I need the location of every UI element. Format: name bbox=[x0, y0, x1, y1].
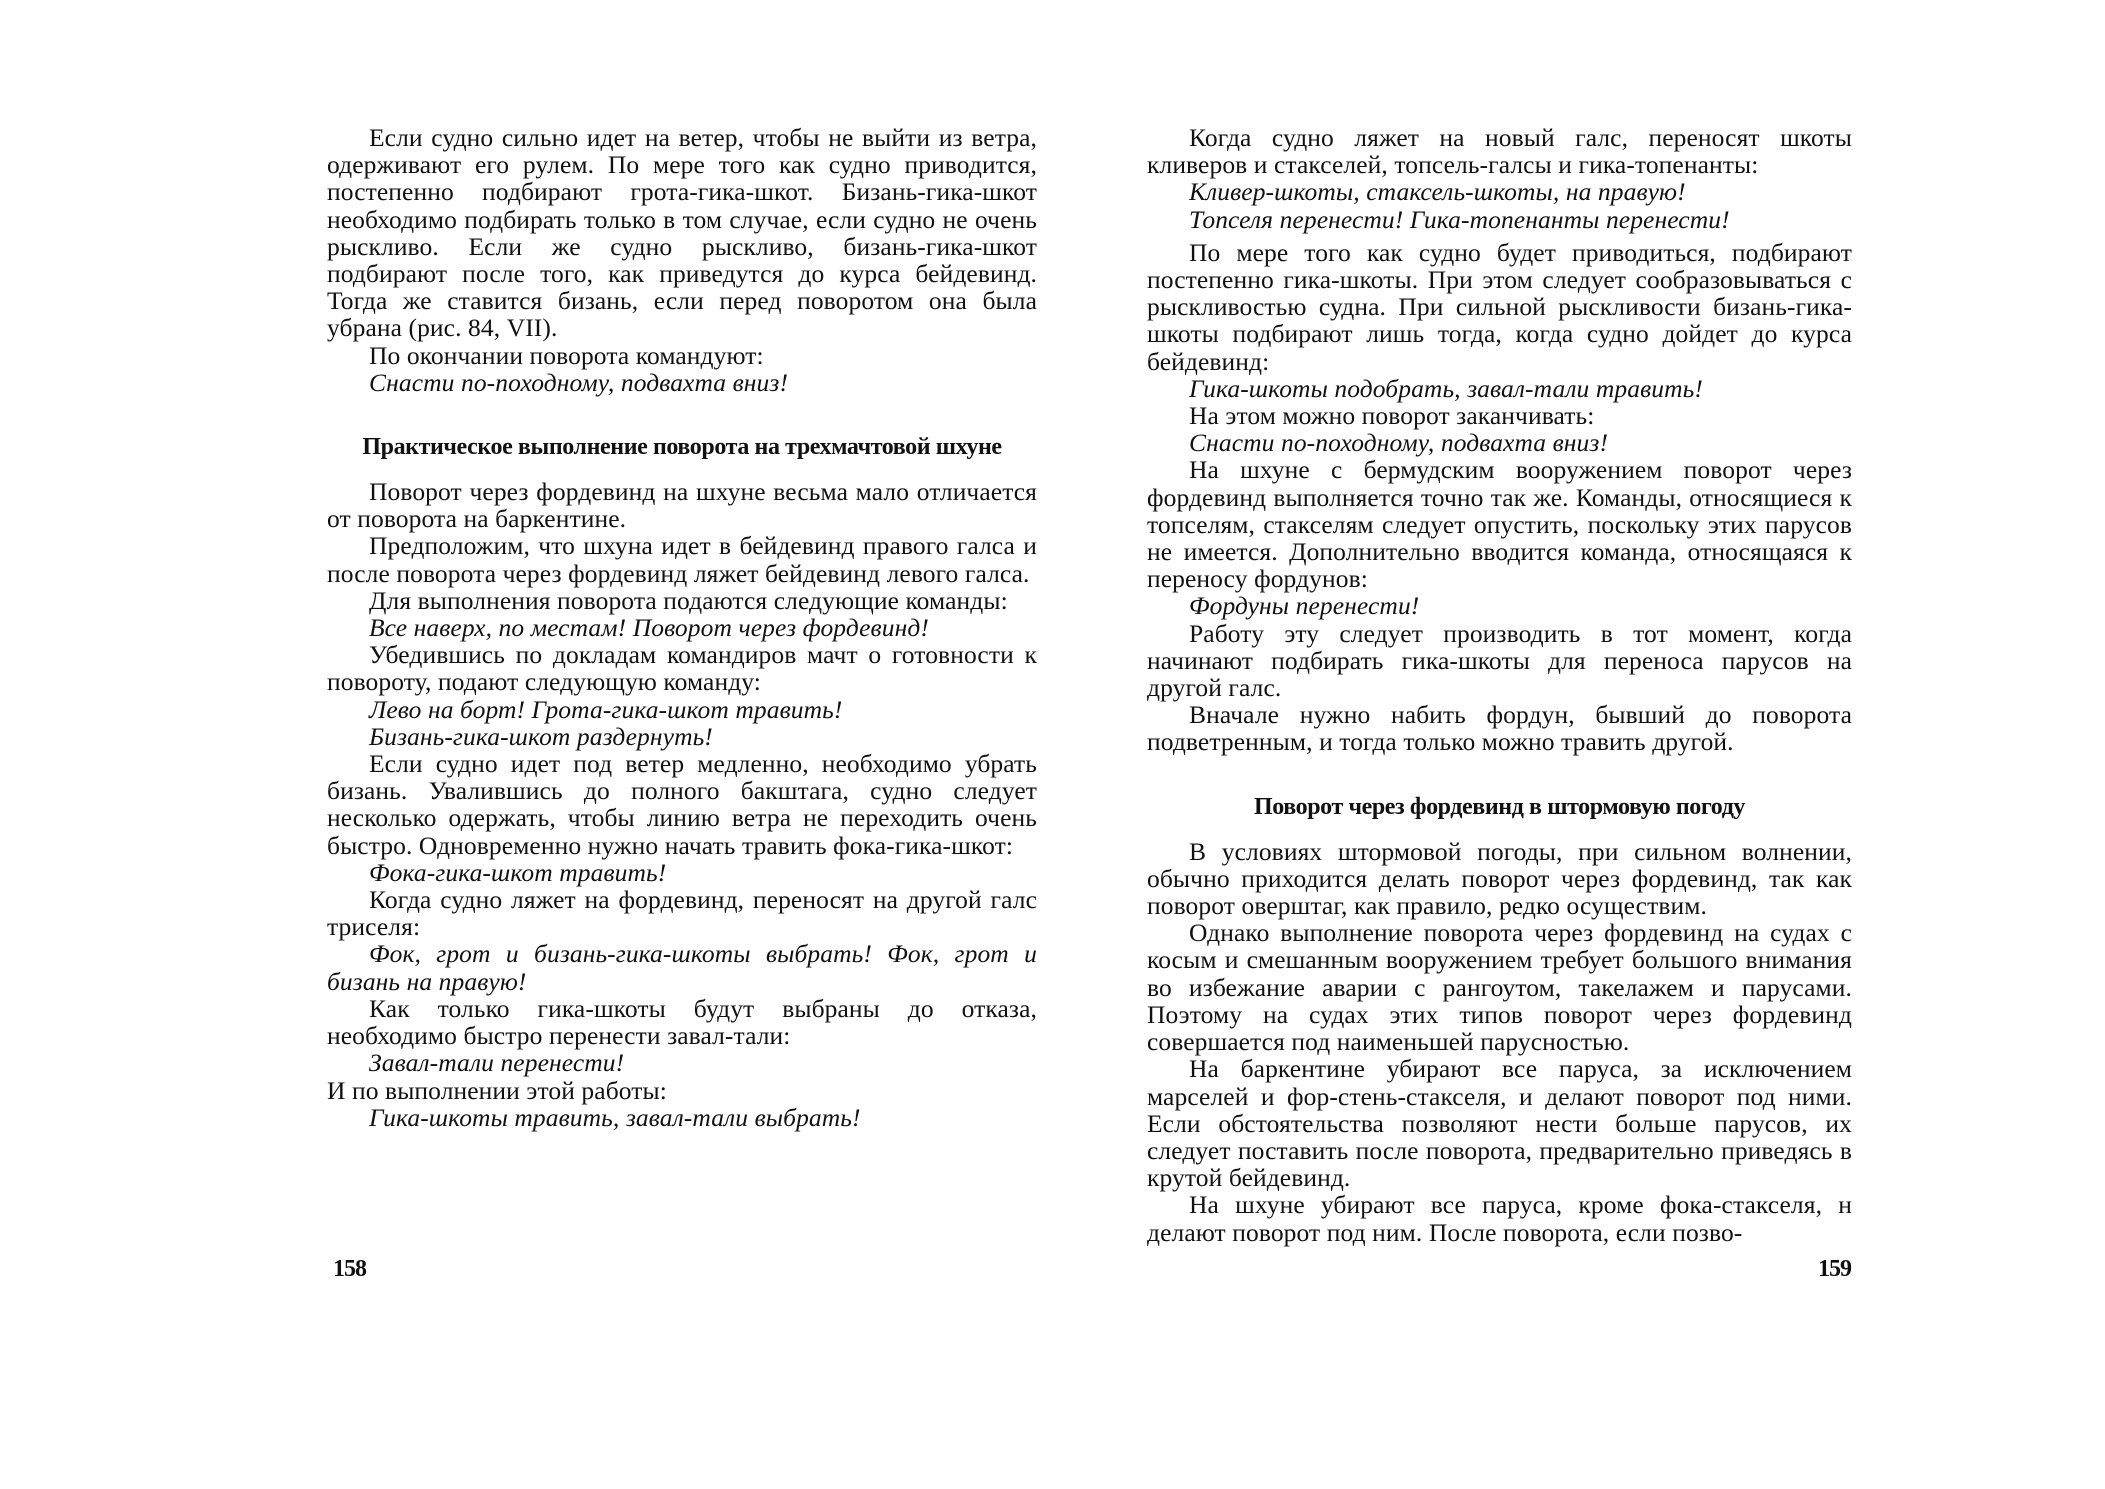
paragraph: Предположим, что шхуна идет в бейдевинд правого галса и после поворота через фордевинд ляжет бейдевинд левого галса. bbox=[327, 531, 1037, 588]
left-page bbox=[327, 124, 1037, 1131]
paragraph: Когда судно ляжет на новый галс, переносят шкоты кливеров и стакселей, топсель-галсы и гика-топенанты: bbox=[1147, 123, 1852, 180]
paragraph: Однако выполнение поворота через фордевинд на судах с косым и смешанным вооружением требует большого внимания во избежание аварии с рангоутом, такелажем и парусами. Поэтому на судах этих типов поворот через фордевинд совершается под наименьшей парусностью. bbox=[1147, 918, 1852, 1057]
paragraph: Убедившись по докладам командиров мачт о готовности к повороту, подают следующую команду: bbox=[327, 640, 1037, 697]
command-line: Снасти по-походному, подвахта вниз! bbox=[1189, 428, 1609, 458]
paragraph: По мере того как судно будет приводиться, подбирают постепенно гика-шкоты. При этом следует сообразовываться с рыскливостью судна. При сильной рыскливости бизань-гика-шкоты подбирают лишь тогда, когда судно дойдет до курса бейдевинд: bbox=[1147, 237, 1852, 376]
command-line: Все наверх, по местам! Поворот через фордевинд! bbox=[369, 613, 929, 643]
command-line: Фордуны перенести! bbox=[1189, 591, 1420, 621]
paragraph: На баркентине убирают все паруса, за исключением марселей и фор-стень-стакселя, и делают поворот под ними. Если обстоятельства позволяют нести больше парусов, их следует поставить после поворота, предварительно приведясь в крутой бейдевинд. bbox=[1147, 1054, 1852, 1193]
command-line: Бизань-гика-шкот раздернуть! bbox=[369, 721, 713, 751]
paragraph: В условиях штормовой погоды, при сильном волнении, обычно приходится делать поворот через фордевинд, так как поворот оверштаг, как правило, редко осуществим. bbox=[1147, 836, 1852, 921]
paragraph: Когда судно ляжет на фордевинд, переносят на другой галс триселя: bbox=[327, 885, 1037, 942]
right-page bbox=[1147, 124, 1852, 1246]
command-line: Кливер-шкоты, стаксель-шкоты, на правую! bbox=[1189, 177, 1686, 207]
command-line: Гика-шкоты подобрать, завал-тали травить! bbox=[1189, 373, 1703, 403]
page-number-left: 158 bbox=[333, 1256, 366, 1282]
paragraph: Работу эту следует производить в тот момент, когда начинают подбирать гика-шкоты для переноса парусов на другой галс. bbox=[1147, 618, 1852, 703]
command-line: Гика-шкоты травить, завал-тали выбрать! bbox=[369, 1102, 861, 1132]
page-number-right: 159 bbox=[1818, 1256, 1851, 1282]
command-line: Завал-тали перенести! bbox=[369, 1048, 625, 1078]
paragraph: По окончании поворота командуют: bbox=[369, 340, 764, 370]
paragraph: Как только гика-шкоты будут выбраны до отказа, необходимо быстро перенести завал-тали: bbox=[327, 993, 1037, 1051]
paragraph: Если судно сильно идет на ветер, чтобы не выйти из ветра, одерживают его рулем. По мере того как судно приводится, постепенно подбирают грота-гика-шкот. Бизань-гика-шкот необходимо подбирать только в том случае, если судно не очень рыскливо. Если же судно рыскливо, бизань-гика-шкот подбирают после того, как приведутся до курса бейдевинд. Тогда же ставится бизань, если перед поворотом она была убрана (рис. 84, VII). bbox=[327, 123, 1037, 343]
section-heading: Практическое выполнение поворота на трехмачтовой шхуне bbox=[362, 434, 1002, 461]
paragraph: Если судно идет под ветер медленно, необходимо убрать бизань. Увалившись до полного бакштага, судно следует несколько одержать, чтобы линию ветра не переходить очень быстро. Одновременно нужно начать травить фока-гика-шкот: bbox=[327, 749, 1037, 860]
paragraph: Для выполнения поворота подаются следующие команды: bbox=[369, 585, 1008, 615]
command-line: Снасти по-походному, подвахта вниз! bbox=[369, 367, 789, 397]
command-line: Топселя перенести! Гика-топенанты перенести! bbox=[1189, 204, 1730, 234]
section-heading: Поворот через фордевинд в штормовую погоду bbox=[1253, 793, 1746, 820]
command-line: Фока-гика-шкот травить! bbox=[369, 857, 667, 887]
paragraph: И по выполнении этой работы: bbox=[327, 1075, 667, 1105]
paragraph: Поворот через фордевинд на шхуне весьма мало отличается от поворота на баркентине. bbox=[327, 477, 1037, 534]
paragraph: На шхуне с бермудским вооружением поворот через фордевинд выполняется точно так же. Команды, относящиеся к топселям, стакселям следует опустить, поскольку этих парусов не имеется. Дополнительно вводится команда, относящаяся к переносу фордунов: bbox=[1147, 455, 1852, 594]
command-line: Фок, грот и бизань-гика-шкоты выбрать! Фок, грот и бизань на правую! bbox=[327, 939, 1037, 996]
paragraph: На этом можно поворот заканчивать: bbox=[1189, 401, 1595, 431]
command-line: Лево на борт! Грота-гика-шкот травить! bbox=[369, 694, 843, 724]
paragraph: На шхуне убирают все паруса, кроме фока-стакселя, н делают поворот под ним. После поворота, если позво- bbox=[1147, 1190, 1852, 1247]
paragraph: Вначале нужно набить фордун, бывший до поворота подветренным, и тогда только можно травить другой. bbox=[1147, 700, 1852, 757]
